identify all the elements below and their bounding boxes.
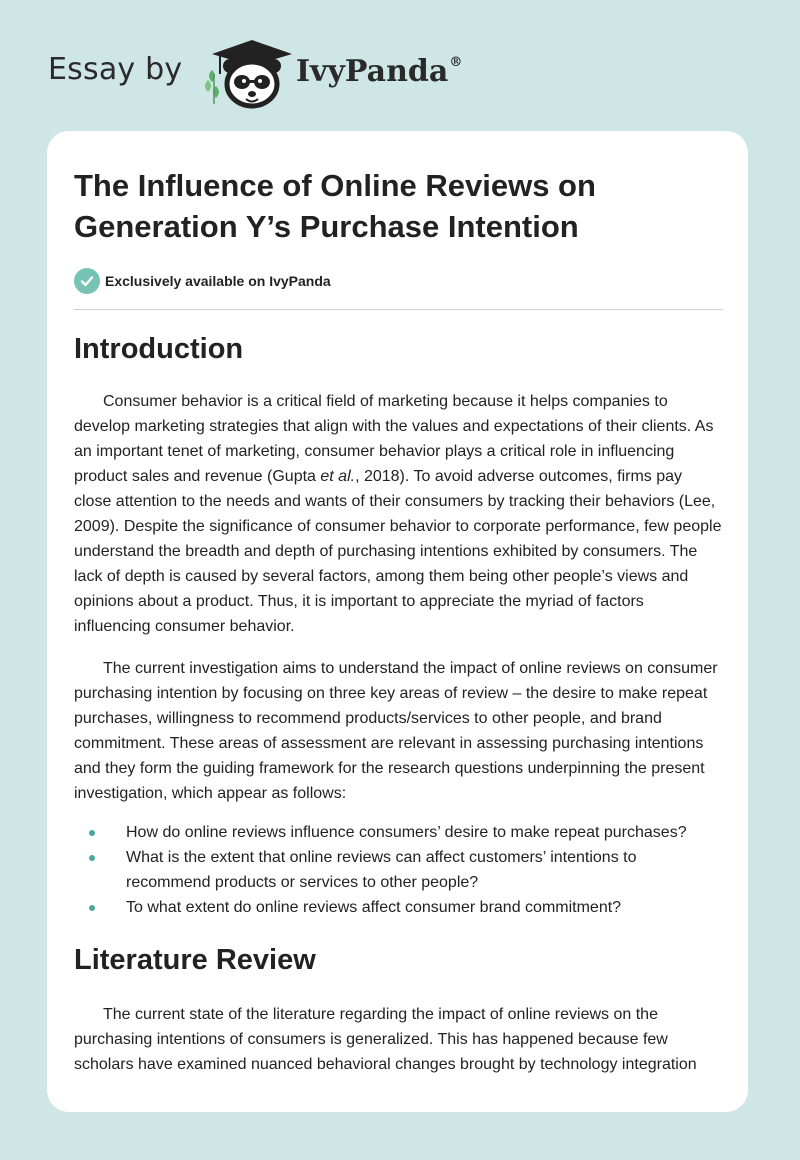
literature-paragraph-1: The current state of the literature regarding the impact of online reviews on the purchasing intentions of consumers is generalized. This has happened because few scholars have examined nuanced behavioral changes brought by technology integration — [74, 1006, 697, 1073]
essay-title: The Influence of Online Reviews on Generation Y’s Purchase Intention — [74, 168, 596, 244]
intro-p1-italic: et al. — [320, 468, 356, 485]
panda-graduate-logo[interactable] — [202, 34, 292, 110]
list-item: To what extent do online reviews affect consumer brand commitment? — [74, 895, 723, 920]
exclusive-badge — [74, 267, 723, 295]
site-header — [48, 30, 748, 110]
literature-review-heading: Literature Review — [74, 944, 316, 976]
list-item: How do online reviews influence consumers’ desire to make repeat purchases? — [74, 820, 723, 845]
intro-p1-text-a: Consumer behavior is a critical field of marketing because it helps companies to develop marketing strategies that align with the values and expectations of their clients. As an important tenet of marketing, consumer behavior plays a critical role in influencing product sales and revenue (Gupta — [74, 393, 714, 485]
list-item: What is the extent that online reviews can affect customers’ intentions to recommend products or services to other people? — [74, 845, 723, 895]
intro-paragraph-2: The current investigation aims to understand the impact of online reviews on consumer purchasing intention by focusing on three key areas of review – the desire to make repeat purchases, willingness to recommend products/services to other people, and brand commitment. These areas of assessment are relevant in assessing purchasing intentions and they form the guiding framework for the research questions underpinning the present investigation, which appear as follows: — [74, 660, 718, 802]
essay-by-label: Essay by — [48, 52, 183, 87]
research-questions-list — [74, 820, 723, 920]
registered-mark: ® — [449, 55, 463, 70]
brand-text: IvyPanda — [296, 54, 449, 89]
intro-paragraph-1 — [74, 389, 723, 639]
exclusive-badge-label: Exclusively available on IvyPanda — [105, 273, 331, 289]
introduction-heading: Introduction — [74, 333, 244, 365]
title-divider — [74, 309, 723, 310]
brand-name[interactable] — [296, 54, 462, 89]
check-circle-icon — [74, 268, 100, 294]
intro-p1-text-b: , 2018). To avoid adverse outcomes, firms pay close attention to the needs and wants of their consumers by tracking their behaviors (Lee, 2009). Despite the significance of consumer behavior to corporate performance, few people understand the breadth and depth of purchasing intentions exhibited by consumers. The lack of depth is caused by several factors, among them being other people’s views and opinions about a product. Thus, it is important to appreciate the myriad of factors influencing consumer behavior. — [74, 468, 722, 635]
essay-card — [47, 131, 748, 1112]
essay-content — [74, 165, 723, 1077]
